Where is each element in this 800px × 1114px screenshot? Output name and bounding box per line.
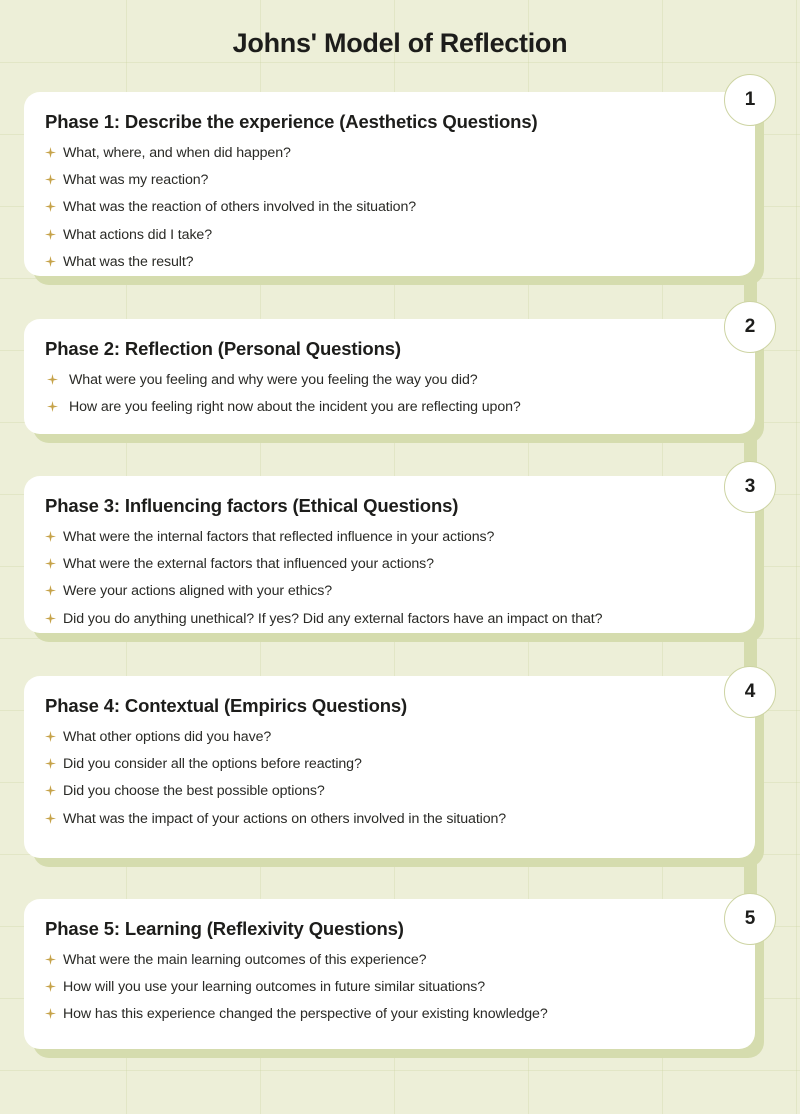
question-item xyxy=(45,198,729,217)
question-item xyxy=(45,371,729,390)
card-body xyxy=(24,319,755,434)
phase-title: Phase 5: Learning (Reflexivity Questions) xyxy=(45,918,404,939)
question-item xyxy=(45,253,729,272)
four-pointed-star-icon xyxy=(47,374,58,385)
page-title: Johns' Model of Reflection xyxy=(232,28,568,58)
question-text: How has this experience changed the perspective of your existing knowledge? xyxy=(63,1006,548,1023)
question-text: What were you feeling and why were you feeling the way you did? xyxy=(69,372,478,389)
question-text: What were the external factors that influenced your actions? xyxy=(63,556,434,573)
four-pointed-star-icon xyxy=(45,785,56,796)
four-pointed-star-icon xyxy=(45,531,56,542)
phase-card xyxy=(24,899,764,1058)
four-pointed-star-icon xyxy=(45,813,56,824)
phase-title: Phase 1: Describe the experience (Aesthetics Questions) xyxy=(45,111,538,132)
question-text: Did you do anything unethical? If yes? Did any external factors have an impact on that? xyxy=(63,610,603,627)
question-item xyxy=(45,144,729,163)
question-item xyxy=(45,782,729,801)
question-text: What was the impact of your actions on others involved in the situation? xyxy=(63,810,507,827)
question-item xyxy=(45,728,729,747)
question-item xyxy=(45,610,729,629)
four-pointed-star-icon xyxy=(45,731,56,742)
question-list xyxy=(45,371,729,417)
four-pointed-star-icon xyxy=(45,758,56,769)
four-pointed-star-icon xyxy=(45,981,56,992)
phase-title: Phase 2: Reflection (Personal Questions) xyxy=(45,338,401,359)
question-item xyxy=(45,226,729,245)
phase-card xyxy=(24,476,764,642)
question-list xyxy=(45,728,729,829)
question-list xyxy=(45,144,729,272)
question-text: How are you feeling right now about the incident you are reflecting upon? xyxy=(69,399,521,416)
question-item xyxy=(45,398,729,417)
question-list xyxy=(45,528,729,629)
question-item xyxy=(45,978,729,997)
four-pointed-star-icon xyxy=(45,256,56,267)
question-text: What was my reaction? xyxy=(63,172,209,189)
question-item xyxy=(45,755,729,774)
four-pointed-star-icon xyxy=(45,1008,56,1019)
phase-number-badge: 4 xyxy=(724,666,776,718)
card-body xyxy=(24,476,755,633)
four-pointed-star-icon xyxy=(45,174,56,185)
question-text: What was the result? xyxy=(63,253,194,270)
question-text: What other options did you have? xyxy=(63,729,272,746)
question-text: What, where, and when did happen? xyxy=(63,145,291,162)
card-body xyxy=(24,92,755,276)
question-item xyxy=(45,810,729,829)
four-pointed-star-icon xyxy=(45,585,56,596)
question-item xyxy=(45,951,729,970)
question-text: What actions did I take? xyxy=(63,226,213,243)
question-text: How will you use your learning outcomes in future similar situations? xyxy=(63,979,486,996)
question-item xyxy=(45,171,729,190)
four-pointed-star-icon xyxy=(45,558,56,569)
question-text: What were the main learning outcomes of this experience? xyxy=(63,952,427,969)
four-pointed-star-icon xyxy=(45,613,56,624)
phase-title: Phase 3: Influencing factors (Ethical Questions) xyxy=(45,495,459,516)
question-text: Did you consider all the options before reacting? xyxy=(63,756,362,773)
phase-number-badge: 3 xyxy=(724,461,776,513)
phase-card xyxy=(24,676,764,867)
four-pointed-star-icon xyxy=(45,229,56,240)
four-pointed-star-icon xyxy=(45,147,56,158)
phase-number-badge: 1 xyxy=(724,74,776,126)
four-pointed-star-icon xyxy=(45,954,56,965)
question-item xyxy=(45,555,729,574)
question-text: Did you choose the best possible options? xyxy=(63,783,325,800)
question-item xyxy=(45,1005,729,1024)
question-item xyxy=(45,528,729,547)
phase-card xyxy=(24,92,764,285)
card-body xyxy=(24,899,755,1049)
phase-number-badge: 2 xyxy=(724,301,776,353)
four-pointed-star-icon xyxy=(45,201,56,212)
phase-number-badge: 5 xyxy=(724,893,776,945)
phase-title: Phase 4: Contextual (Empirics Questions) xyxy=(45,695,408,716)
question-text: What were the internal factors that reflected influence in your actions? xyxy=(63,529,495,546)
four-pointed-star-icon xyxy=(47,401,58,412)
phase-card xyxy=(24,319,764,443)
question-list xyxy=(45,951,729,1025)
card-body xyxy=(24,676,755,858)
question-text: Were your actions aligned with your ethics? xyxy=(63,583,333,600)
question-text: What was the reaction of others involved in the situation? xyxy=(63,199,417,216)
question-item xyxy=(45,582,729,601)
